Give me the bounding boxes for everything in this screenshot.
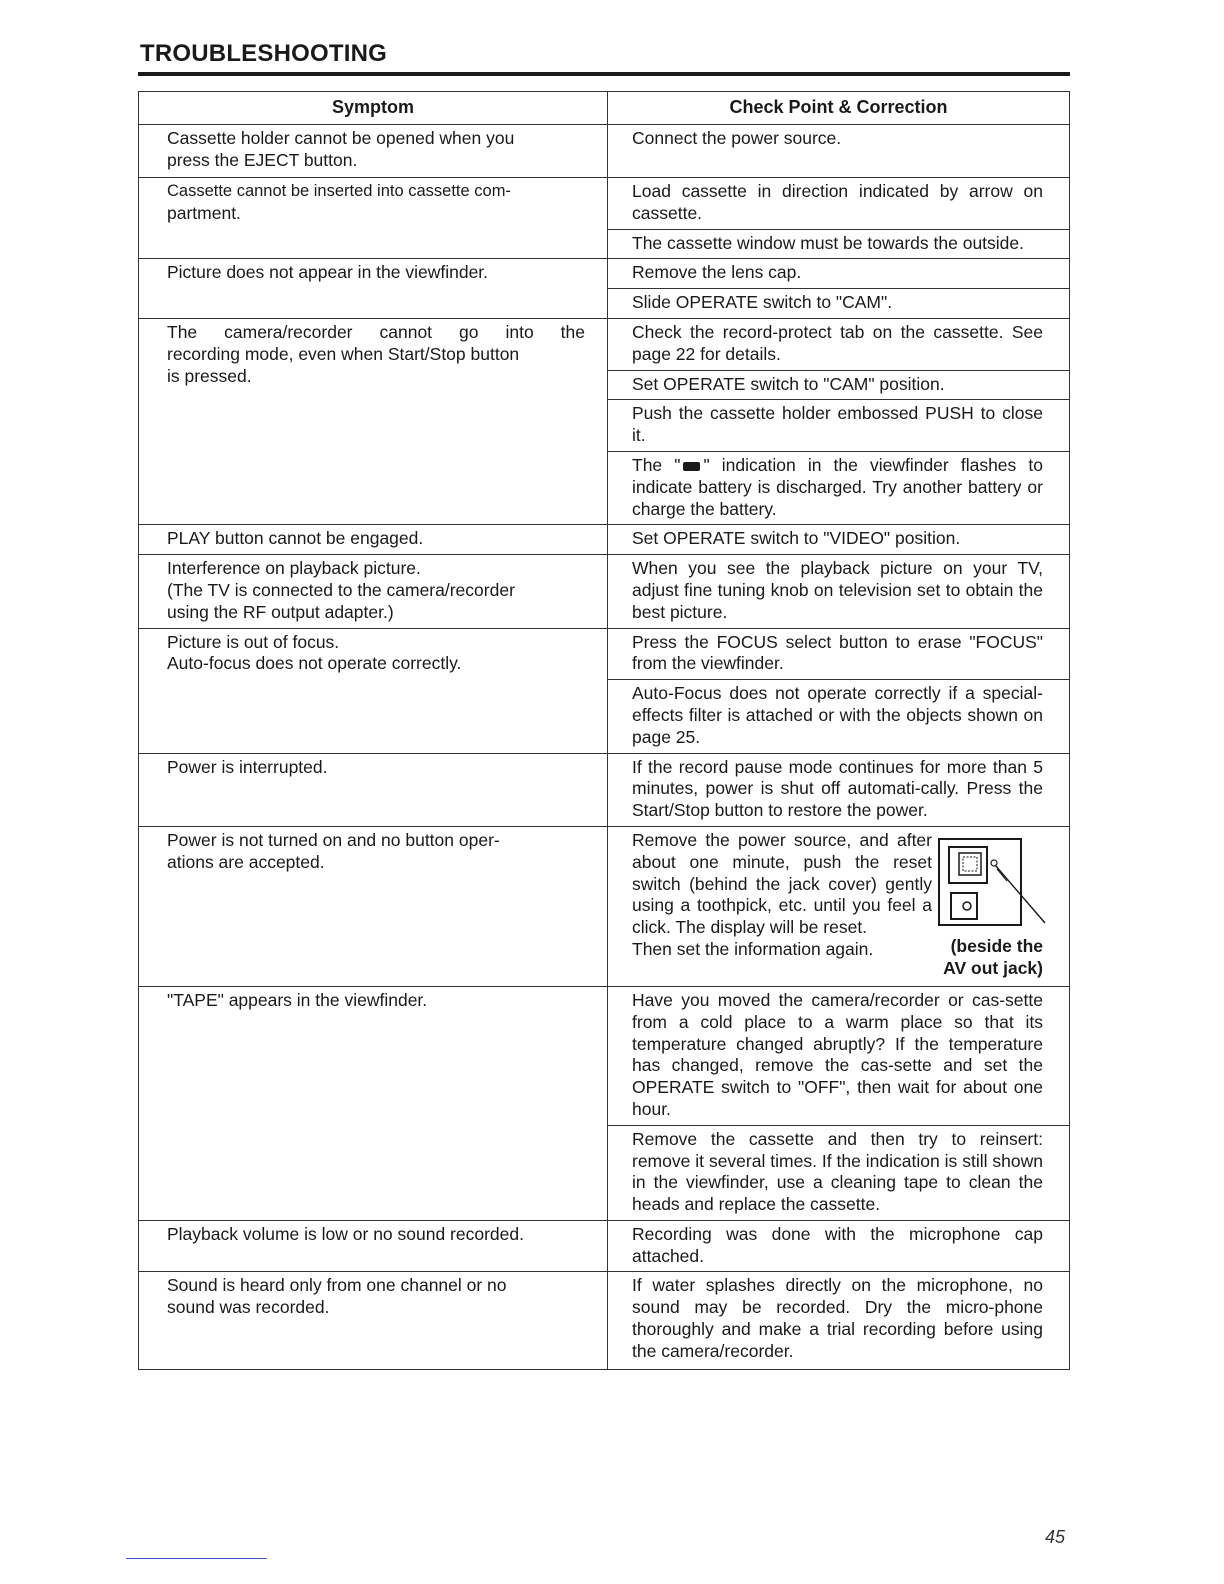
symptom-cell (139, 628, 608, 753)
reset-instructions: Remove the power source, and after about one minute, push the reset switch (behind the jack cover) gently using a toothpick, etc. until you feel a click. The display will be reset. (632, 829, 932, 938)
reset-switch-figure (933, 833, 1051, 929)
symptom-line: PLAY button cannot be engaged. (167, 528, 424, 549)
symptom-line: recording mode, even when Start/Stop button (167, 343, 520, 364)
check-point-header: Check Point & Correction (608, 92, 1070, 125)
figure-caption (943, 936, 1043, 980)
check-item: Press the FOCUS select button to erase "FOCUS" from the viewfinder. (608, 629, 1069, 681)
symptom-line: ations are accepted. (167, 851, 325, 872)
symptom-line: Auto-focus does not operate correctly. (167, 653, 462, 674)
table-row (139, 125, 1070, 178)
symptom-cell (139, 259, 608, 319)
symptom-line: Picture does not appear in the viewfinder. (167, 262, 489, 283)
check-item: Recording was done with the microphone cap attached. (632, 1223, 1043, 1266)
battery-icon (683, 462, 700, 471)
battery-text-before: The " (632, 454, 681, 475)
check-item: Load cassette in direction indicated by arrow on cassette. (608, 178, 1069, 230)
check-item: When you see the playback picture on your TV, adjust fine tuning knob on television set to obtain the best picture. (632, 558, 1043, 622)
table-row (139, 178, 1070, 259)
jack-screen (959, 853, 981, 875)
check-item-reset (608, 827, 1069, 986)
table-header-row (139, 92, 1070, 125)
check-item-battery (608, 452, 1069, 524)
symptom-line: Power is interrupted. (167, 756, 328, 777)
symptom-cell (139, 318, 608, 524)
symptom-cell (139, 525, 608, 555)
check-cell (608, 178, 1070, 259)
check-cell (608, 125, 1070, 178)
symptom-line: Interference on playback picture. (167, 558, 421, 579)
symptom-cell (139, 986, 608, 1220)
check-cell (608, 525, 1070, 555)
toothpick-tip (997, 869, 1007, 881)
table-row (139, 753, 1070, 826)
check-cell (608, 753, 1070, 826)
second-jack-port (963, 902, 971, 910)
check-item: Auto-Focus does not operate correctly if a special-effects filter is attached or with the objects shown on page 25. (632, 683, 1043, 747)
check-item: Remove the lens cap. (608, 259, 1069, 289)
symptom-line: Cassette cannot be inserted into cassette com- (167, 182, 511, 200)
caption-line: AV out jack) (943, 957, 1043, 978)
title-rule (138, 72, 1070, 76)
table-row (139, 1220, 1070, 1272)
symptom-cell (139, 1272, 608, 1369)
jack-grid (963, 857, 977, 871)
symptom-line: using the RF output adapter.) (167, 601, 394, 622)
check-cell (608, 986, 1070, 1220)
check-item: Push the cassette holder embossed PUSH to close it. (608, 400, 1069, 452)
troubleshooting-table (138, 91, 1070, 1370)
check-cell (608, 1272, 1070, 1369)
symptom-line: Playback volume is low or no sound recorded. (167, 1223, 524, 1244)
caption-line: (beside the (950, 935, 1043, 956)
reset-switch-hole (991, 860, 997, 866)
table-row (139, 525, 1070, 555)
symptom-cell (139, 178, 608, 259)
symptom-line: Picture is out of focus. (167, 631, 340, 652)
check-item: Have you moved the camera/recorder or cas-sette from a cold place to a warm place so that its temperature changed abruptly? If the temperature has changed, remove the cas-sette and set the OPERATE switch to "OFF", then wait for about one hour. (608, 987, 1069, 1126)
check-item: If water splashes directly on the microphone, no sound may be recorded. Dry the micro-phone thoroughly and make a trial recording before using the camera/recorder. (632, 1275, 1043, 1361)
check-item: Slide OPERATE switch to "CAM". (632, 292, 893, 313)
check-item: Check the record-protect tab on the cassette. See page 22 for details. (608, 319, 1069, 371)
symptom-line: press the EJECT button. (167, 149, 358, 170)
symptom-line: Power is not turned on and no button oper- (167, 829, 500, 850)
check-item: Set OPERATE switch to "CAM" position. (608, 371, 1069, 401)
symptom-line: Cassette holder cannot be opened when you (167, 128, 515, 148)
table-row (139, 259, 1070, 319)
symptom-header: Symptom (139, 92, 608, 125)
check-cell (608, 628, 1070, 753)
symptom-line: Sound is heard only from one channel or no (167, 1275, 507, 1296)
check-item: The cassette window must be towards the outside. (632, 232, 1025, 253)
symptom-line: "TAPE" appears in the viewfinder. (167, 989, 428, 1010)
symptom-cell (139, 753, 608, 826)
table-row (139, 1272, 1070, 1369)
check-item: If the record pause mode continues for more than 5 minutes, power is shut off automati-cally. Press the Start/Stop button to restore the power. (632, 756, 1043, 821)
symptom-line: (The TV is connected to the camera/recorder (167, 579, 515, 600)
symptom-line: partment. (167, 202, 241, 223)
symptom-line: sound was recorded. (167, 1297, 330, 1318)
symptom-cell (139, 826, 608, 986)
page-number: 45 (1045, 1527, 1066, 1547)
symptom-cell (139, 1220, 608, 1272)
table-row (139, 318, 1070, 524)
check-item: Connect the power source. (632, 128, 842, 148)
check-item: Set OPERATE switch to "VIDEO" position. (632, 528, 961, 549)
table-row (139, 628, 1070, 753)
symptom-cell (139, 125, 608, 178)
symptom-line: is pressed. (167, 365, 252, 386)
check-item: Remove the cassette and then try to reinsert: remove it several times. If the indication is still shown in the viewfinder, use a cleaning tape to clean the heads and replace the cassette. (632, 1128, 1043, 1215)
table-row (139, 826, 1070, 986)
check-cell (608, 1220, 1070, 1272)
footer-line (126, 1558, 267, 1559)
check-cell (608, 259, 1070, 319)
battery-text-after: " indication in the viewfinder flashes to indicate battery is discharged. Try another battery or charge the battery. (632, 454, 1043, 519)
check-cell (608, 318, 1070, 524)
reset-last-line: Then set the information again. (632, 938, 874, 959)
second-jack-outline (951, 893, 977, 919)
table-row (139, 555, 1070, 628)
page-title: TROUBLESHOOTING (140, 40, 387, 67)
table-row (139, 986, 1070, 1220)
symptom-cell (139, 555, 608, 628)
symptom-line: The camera/recorder cannot go into the (167, 321, 585, 342)
check-cell (608, 555, 1070, 628)
check-cell (608, 826, 1070, 986)
